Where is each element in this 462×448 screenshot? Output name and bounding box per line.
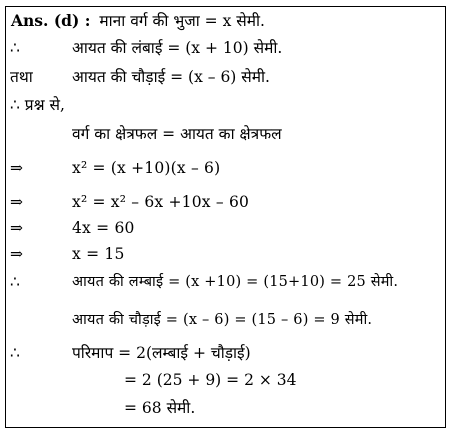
implies-symbol: ⇒ [10, 245, 24, 263]
line-text-5: x² = (x +10)(x – 6) [72, 159, 221, 177]
line-text-8: x = 15 [72, 245, 125, 263]
and-word: तथा [10, 68, 33, 86]
implies-symbol: ⇒ [10, 193, 24, 211]
implies-symbol: ⇒ [10, 159, 24, 177]
line-text-0: माना वर्ग की भुजा = x सेमी. [99, 12, 265, 30]
line-text-3: ∴ प्रश्न से, [10, 96, 65, 114]
line-text-7: 4x = 60 [72, 219, 135, 237]
line-text-11: परिमाप = 2(लम्बाई + चौड़ाई) [72, 344, 251, 362]
line-text-13: = 68 सेमी. [124, 399, 196, 417]
line-text-2: आयत की चौड़ाई = (x – 6) सेमी. [72, 68, 270, 86]
answer-line [11, 11, 265, 31]
therefore-symbol: ∴ [10, 344, 20, 362]
line-text-6: x² = x² – 6x +10x – 60 [72, 193, 250, 211]
implies-symbol: ⇒ [10, 219, 24, 237]
therefore-symbol: ∴ [10, 273, 21, 291]
answer-label: Ans. (d) : [11, 11, 91, 30]
therefore-symbol: ∴ [10, 39, 20, 57]
line-text-12: = 2 (25 + 9) = 2 × 34 [124, 371, 297, 389]
line-text-4: वर्ग का क्षेत्रफल = आयत का क्षेत्रफल [72, 125, 282, 143]
line-text-1: आयत की लंबाई = (x + 10) सेमी. [72, 39, 283, 57]
line-text-10: आयत की चौड़ाई = (x – 6) = (15 – 6) = 9 सेमी. [72, 312, 373, 328]
line-text-9: आयत की लम्बाई = (x +10) = (15+10) = 25 सेमी. [72, 274, 399, 290]
